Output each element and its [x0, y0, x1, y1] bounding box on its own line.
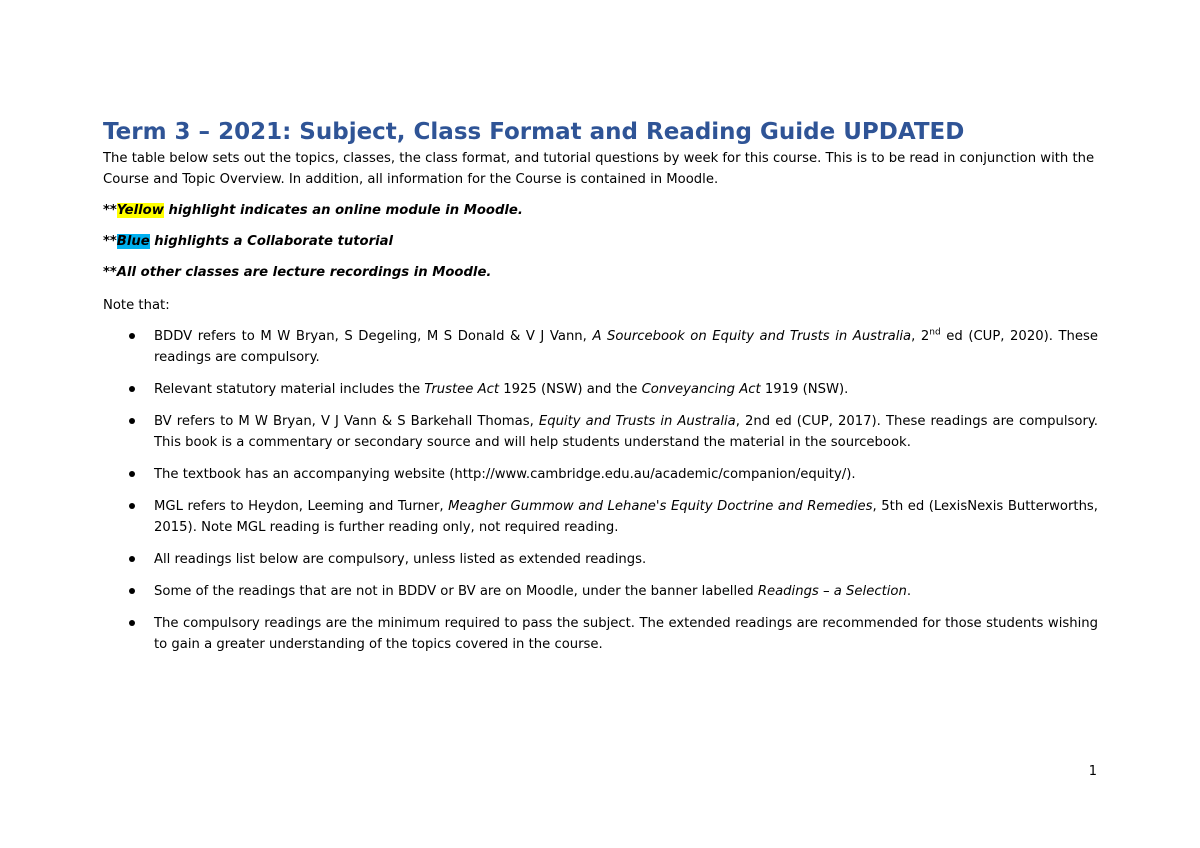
blue-note-prefix: **	[103, 234, 117, 249]
bullet-text: Relevant statutory material includes the	[154, 382, 425, 397]
bullet-icon	[129, 418, 135, 424]
bullet-text: MGL refers to Heydon, Leeming and Turner,	[154, 499, 449, 514]
page-title: Term 3 – 2021: Subject, Class Format and Reading Guide UPDATED	[103, 119, 965, 145]
moodle-banner-name: Readings – a Selection	[757, 584, 907, 599]
bullet-icon	[129, 386, 135, 392]
note-that-label: Note that:	[103, 298, 170, 313]
bullet-text: , 2	[911, 329, 930, 344]
other-classes-note: **All other classes are lecture recordings in Moodle.	[103, 265, 492, 280]
bullet-text: , 2nd ed (CUP, 2017). These readings are compulsory. This book is a commentary or secondary source and will help students understand the material in the sourcebook.	[154, 414, 1098, 450]
bullet-text: The compulsory readings are the minimum required to pass the subject. The extended readings are recommended for those students wishing to gain a greater understanding of the topics covered in the course.	[154, 616, 1098, 652]
bullet-icon	[129, 556, 135, 562]
bullet-text: BDDV refers to M W Bryan, S Degeling, M S Donald & V J Vann,	[154, 329, 593, 344]
blue-note-text: highlights a Collaborate tutorial	[149, 234, 394, 249]
bullet-icon	[129, 333, 135, 339]
intro-paragraph: The table below sets out the topics, classes, the class format, and tutorial questions by week for this course. This is to be read in conjunction with the Course and Topic Overview. In addition, all information for the Course is contained in Moodle.	[103, 151, 1095, 187]
page-number: 1	[1088, 764, 1097, 779]
list-item	[103, 496, 1098, 538]
list-item	[103, 613, 1098, 655]
blue-legend-note	[103, 231, 1098, 252]
list-item	[103, 411, 1098, 453]
blue-highlight-word: Blue	[116, 234, 150, 249]
bullet-icon	[129, 620, 135, 626]
list-item	[103, 379, 1098, 400]
act-title: Trustee Act	[424, 382, 500, 397]
yellow-highlight-word: Yellow	[116, 203, 164, 218]
bullet-text: , 5th ed (LexisNexis Butterworths, 2015). Note MGL reading is further reading only, not required reading.	[154, 499, 1098, 535]
book-title: A Sourcebook on Equity and Trusts in Australia	[592, 329, 912, 344]
list-item	[103, 326, 1098, 368]
list-item	[103, 464, 1098, 485]
bullet-text: The textbook has an accompanying website (http://www.cambridge.edu.au/academic/companion/equity/).	[154, 467, 856, 482]
bullet-text: 1919 (NSW).	[760, 382, 849, 397]
superscript: nd	[929, 327, 941, 338]
bullet-text: Some of the readings that are not in BDDV or BV are on Moodle, under the banner labelled	[154, 584, 758, 599]
bullet-text: ed (CUP, 2020). These readings are compulsory.	[154, 329, 1099, 365]
bullet-text: BV refers to M W Bryan, V J Vann & S Barkehall Thomas,	[154, 414, 539, 429]
bullet-text: 1925 (NSW) and the	[499, 382, 642, 397]
bullet-text: .	[906, 584, 912, 599]
book-title: Meagher Gummow and Lehane's Equity Doctrine and Remedies	[448, 499, 873, 514]
bullet-icon	[129, 588, 135, 594]
page-content	[103, 118, 1098, 666]
bullet-icon	[129, 503, 135, 509]
bullet-icon	[129, 471, 135, 477]
list-item	[103, 549, 1098, 570]
readings-bullet-list	[103, 326, 1098, 655]
act-title: Conveyancing Act	[641, 382, 761, 397]
list-item	[103, 581, 1098, 602]
bullet-text: All readings list below are compulsory, unless listed as extended readings.	[154, 552, 647, 567]
yellow-note-prefix: **	[103, 203, 117, 218]
book-title: Equity and Trusts in Australia	[538, 414, 736, 429]
yellow-legend-note	[103, 200, 1098, 221]
yellow-note-text: highlight indicates an online module in Moodle.	[163, 203, 523, 218]
